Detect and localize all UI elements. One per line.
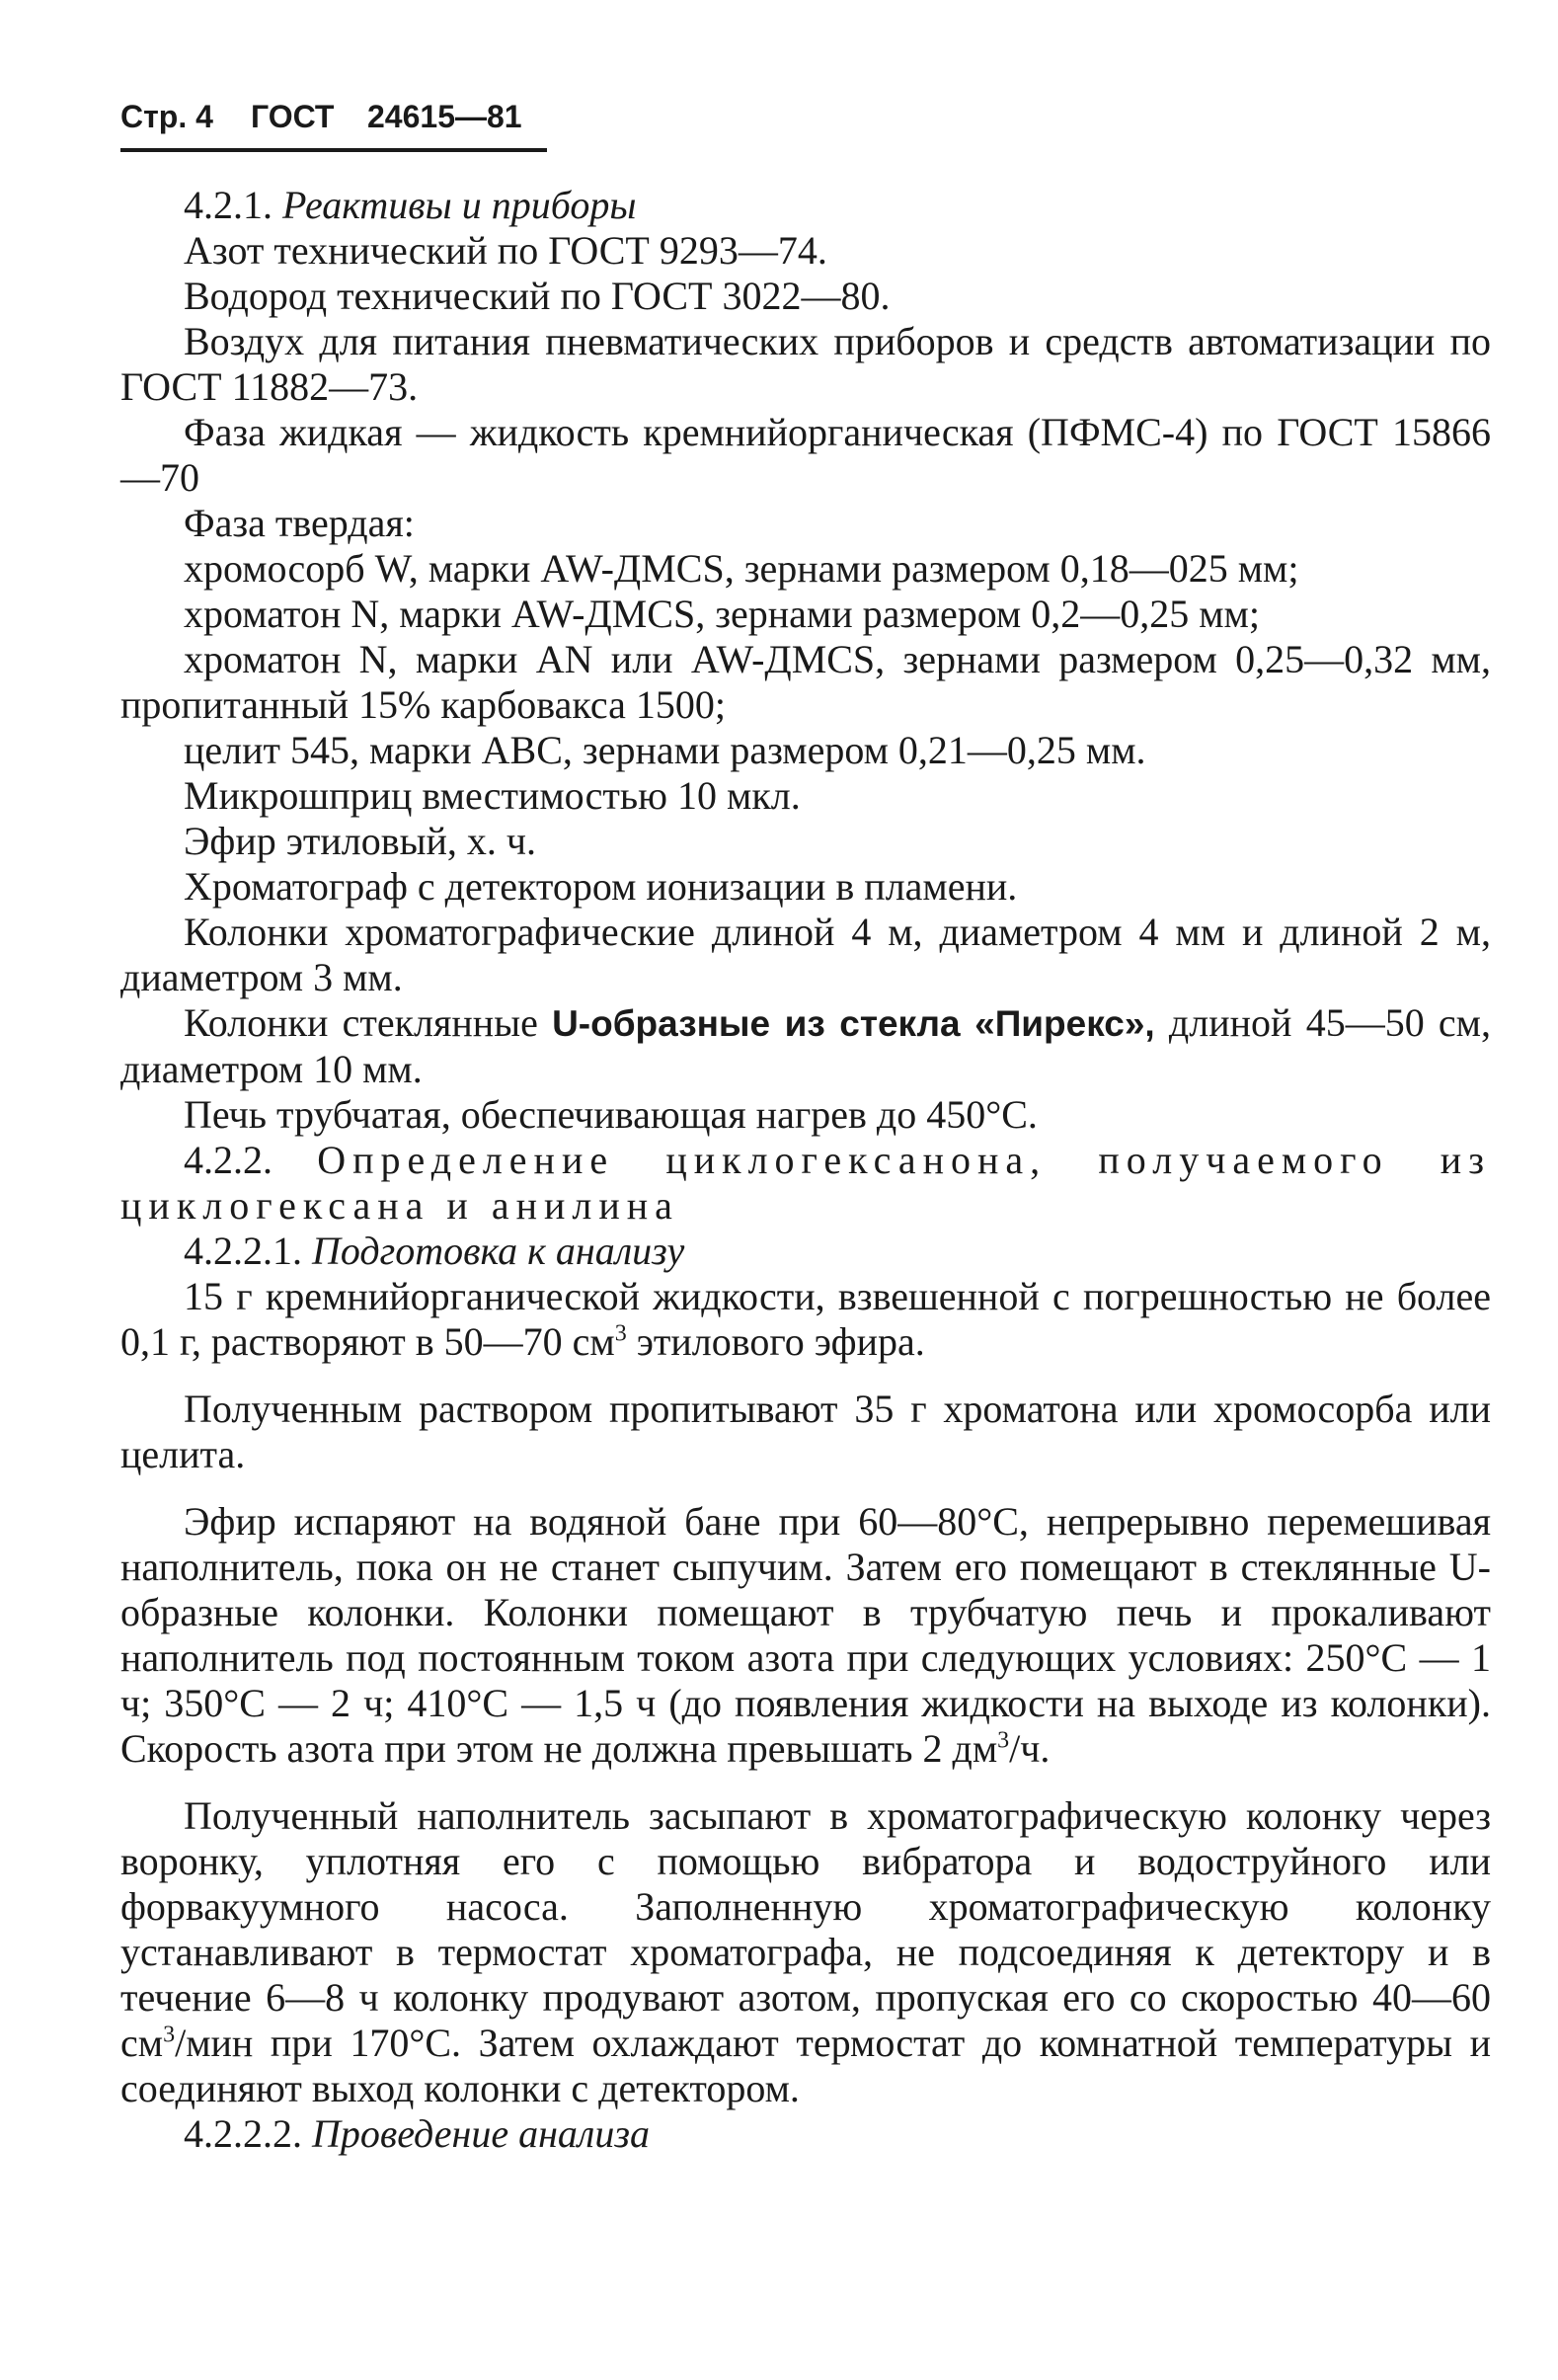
section-number: 4.2.2.2.	[184, 2111, 302, 2156]
section-heading-4-2-1	[120, 183, 1491, 228]
columns-glass-text-b: длиной 45—50 см, диаметром 10 мм.	[120, 1000, 1491, 1091]
section-heading-4-2-2-1	[120, 1229, 1491, 1274]
paragraph-text: этилового эфира.	[626, 1319, 925, 1364]
superscript: 3	[163, 2022, 176, 2048]
instrument-chromatograph: Хроматограф с детектором ионизации в пламени.	[184, 864, 1018, 909]
section-title: Проведение анализа	[312, 2111, 650, 2156]
reagent-hydrogen: Водород технический по ГОСТ 3022—80.	[184, 274, 891, 318]
page-number: Стр. 4	[120, 99, 213, 134]
reagent-chromosorb: хромосорб W, марки AW-ДМCS, зернами размером 0,18—025 мм;	[184, 546, 1299, 591]
section-title: Определение циклогексанона, получаемого из циклогексана и анилина	[120, 1138, 1492, 1228]
paragraph-text: /ч.	[1009, 1726, 1051, 1771]
paragraph-prep-2: Полученным раствором пропитывают 35 г хроматона или хромосорба или целита.	[120, 1387, 1491, 1476]
reagent-chromaton-1: хроматон N, марки AW-ДМCS, зернами размером 0,2—0,25 мм;	[184, 592, 1260, 636]
instrument-furnace: Печь трубчатая, обеспечивающая нагрев до 450°С.	[184, 1092, 1038, 1137]
section-heading-4-2-2-2	[120, 2111, 1491, 2157]
page-header	[120, 91, 547, 152]
superscript: 3	[614, 1320, 627, 1347]
paragraph-prep-1	[120, 1274, 1491, 1365]
paragraph-text: Полученный наполнитель засыпают в хроматографическую колонку через воронку, уплотняя его с помощью вибратора и водоструйного или форвакуумного насоса. Заполненную хроматографическую колонку устанавливают в термостат хроматографа, не подсоединяя к детектору и в течение 6—8 ч колонку продувают азотом, пропуская его со скоростью 40—60 см	[120, 1793, 1491, 2065]
columns-glass-text-a: Колонки стеклянные	[184, 1000, 538, 1045]
paragraph-prep-3	[120, 1499, 1491, 1772]
standard-number: 24615—81	[367, 99, 522, 134]
reagent-air: Воздух для питания пневматических приборов и средств автоматизации по ГОСТ 11882—73.	[120, 319, 1491, 409]
document-body	[120, 183, 1491, 2157]
reagent-nitrogen: Азот технический по ГОСТ 9293—74.	[184, 228, 827, 273]
section-number: 4.2.2.1.	[184, 1229, 302, 1273]
section-title: Реактивы и приборы	[282, 183, 637, 227]
reagent-chromaton-2: хроматон N, марки AN или AW-ДМCS, зернами размером 0,25—0,32 мм, пропитанный 15% карбовакса 1500;	[120, 637, 1491, 727]
paragraph-text: 15 г кремнийорганической жидкости, взвешенной с погрешностью не более 0,1 г, растворяют в 50—70 см	[120, 1274, 1491, 1364]
reagent-celite: целит 545, марки ABC, зернами размером 0,21—0,25 мм.	[184, 728, 1146, 772]
section-number: 4.2.2.	[184, 1138, 273, 1182]
paragraph-prep-4	[120, 1793, 1491, 2111]
reagent-liquid-phase: Фаза жидкая — жидкость кремнийорганическая (ПФМС-4) по ГОСТ 15866—70	[120, 410, 1491, 500]
reagent-ether: Эфир этиловый, х. ч.	[184, 819, 537, 863]
standard-label: ГОСТ	[251, 99, 335, 134]
section-number: 4.2.1.	[184, 183, 273, 227]
section-heading-4-2-2	[120, 1138, 1491, 1229]
instrument-columns-chromatographic: Колонки хроматографические длиной 4 м, диаметром 4 мм и длиной 2 м, диаметром 3 мм.	[120, 910, 1491, 999]
columns-glass-text-bold: U-образные из стекла «Пирекс»,	[552, 1003, 1155, 1044]
section-title: Подготовка к анализу	[312, 1229, 685, 1273]
superscript: 3	[997, 1727, 1010, 1754]
paragraph-text: /мин при 170°С. Затем охлаждают термостат до комнатной температуры и соединяют выход колонки с детектором.	[120, 2021, 1491, 2110]
paragraph-text: Эфир испаряют на водяной бане при 60—80°С, непрерывно перемешивая наполнитель, пока он не станет сыпучим. Затем его помещают в стеклянные U-образные колонки. Колонки помещают в трубчатую печь и прокаливают наполнитель под постоянным током азота при следующих условиях: 250°С — 1 ч; 350°С — 2 ч; 410°С — 1,5 ч (до появления жидкости на выходе из колонки). Скорость азота при этом не должна превышать 2 дм	[120, 1499, 1491, 1771]
instrument-columns-glass	[120, 1000, 1491, 1092]
instrument-microsyringe: Микрошприц вместимостью 10 мкл.	[184, 773, 801, 818]
reagent-solid-phase: Фаза твердая:	[184, 501, 415, 545]
